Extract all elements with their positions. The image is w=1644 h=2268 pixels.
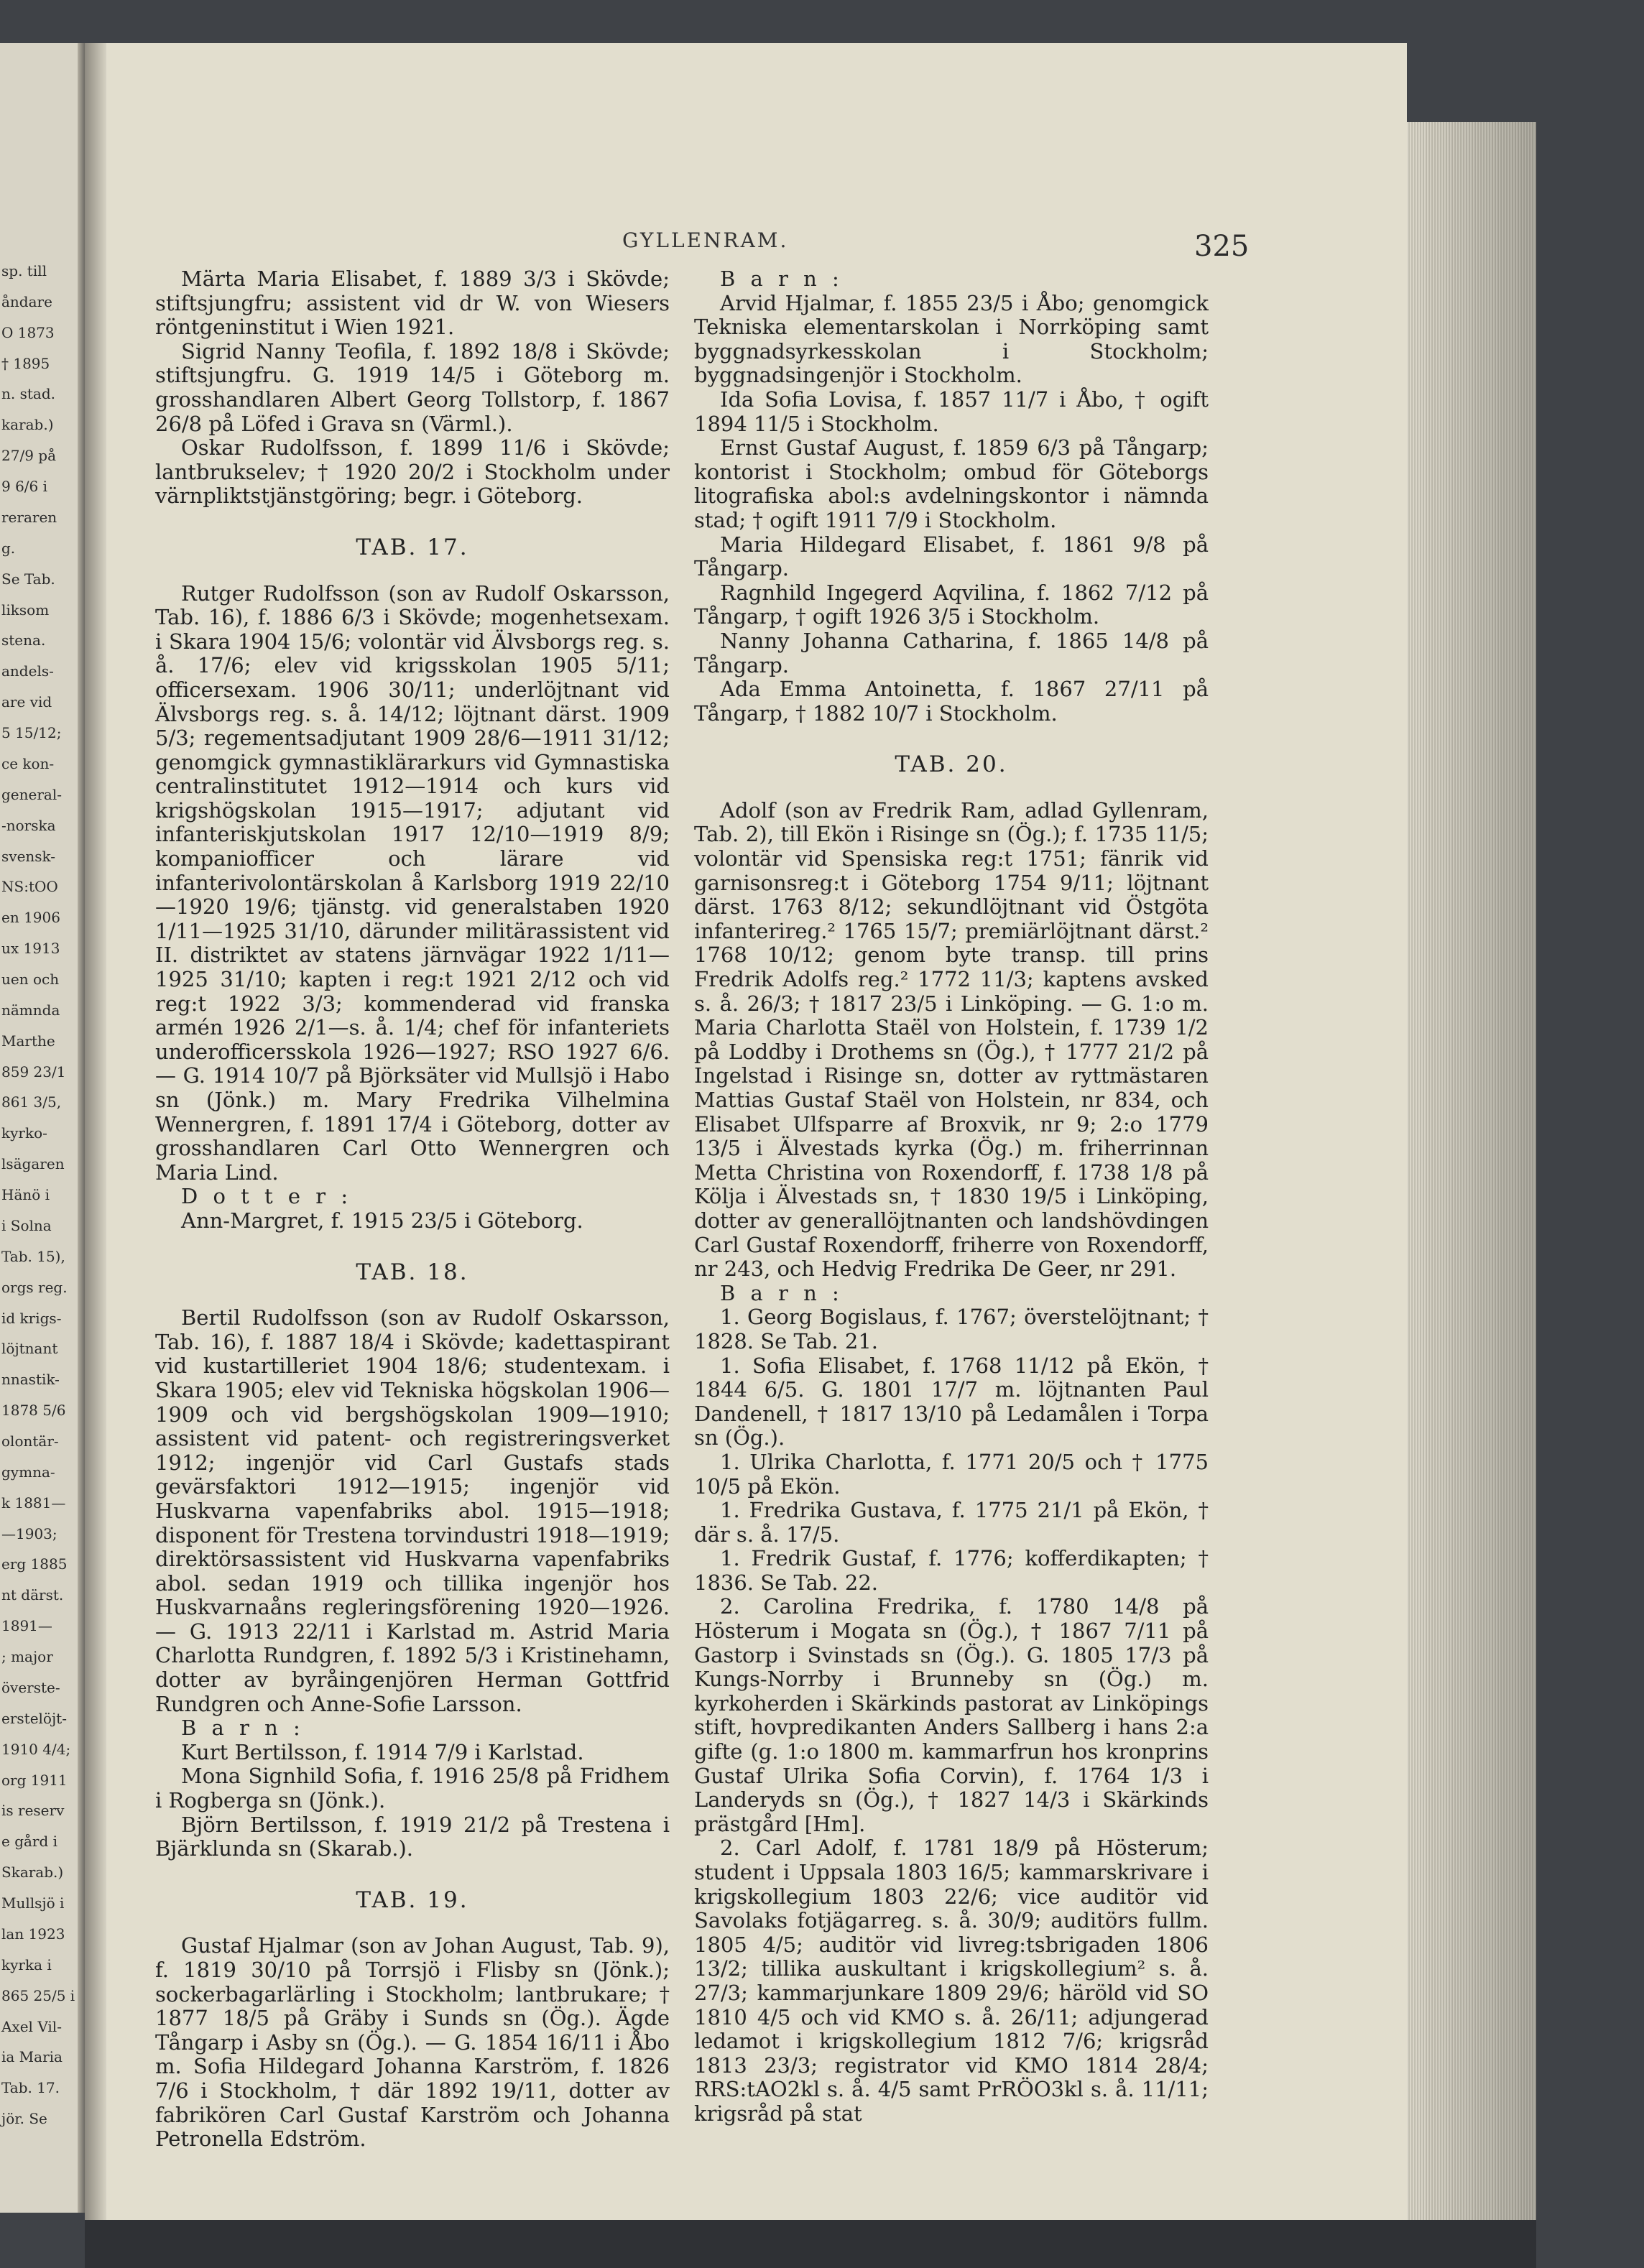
margin-fragment: org 1911 xyxy=(1,1771,68,1789)
entry-paragraph: Nanny Johanna Catharina, f. 1865 14/8 på Tångarp. xyxy=(694,628,1209,677)
margin-fragment: erg 1885 xyxy=(1,1555,68,1573)
margin-fragment: lsägaren xyxy=(1,1155,65,1173)
entry-paragraph: Märta Maria Elisabet, f. 1889 3/3 i Skövde; stiftsjungfru; assistent vid dr W. von Wiesers röntgeninstitut i Wien 1921. xyxy=(155,267,670,340)
margin-fragment: i Solna xyxy=(1,1216,52,1234)
margin-fragment: nämnda xyxy=(1,1001,60,1019)
margin-fragment: Tab. 15), xyxy=(1,1247,65,1265)
table-heading: TAB. 19. xyxy=(356,1887,469,1913)
margin-fragment: k 1881— xyxy=(1,1494,66,1512)
left-page-gutter-shadow xyxy=(78,43,85,2213)
margin-fragment: Axel Vil- xyxy=(1,2017,62,2035)
entry-paragraph: Sigrid Nanny Teofila, f. 1892 18/8 i Skövde; stiftsjungfru. G. 1919 14/5 i Göteborg m. grosshandlaren Albert Georg Tollstorp, f. 1867 26/8 på Löfed i Grava sn (Värml.). xyxy=(155,338,670,436)
entry-paragraph: Kurt Bertilsson, f. 1914 7/9 i Karlstad. xyxy=(181,1739,584,1764)
entry-paragraph: 1. Fredrika Gustava, f. 1775 21/1 på Ekön, † där s. å. 17/5. xyxy=(694,1498,1209,1547)
right-text-column xyxy=(694,267,1209,2126)
margin-fragment: uen och xyxy=(1,970,60,988)
margin-fragment: jör. Se xyxy=(1,2110,47,2128)
section-label: B a r n : xyxy=(720,267,844,291)
left-text-column xyxy=(155,267,670,2152)
margin-fragment: reraren xyxy=(1,508,57,526)
margin-fragment: överste- xyxy=(1,1678,60,1696)
margin-fragment: † 1895 xyxy=(1,354,50,372)
entry-paragraph: 1. Georg Bogislaus, f. 1767; överstelöjtnant; † 1828. Se Tab. 21. xyxy=(694,1305,1209,1353)
margin-fragment: 859 23/1 xyxy=(1,1063,66,1080)
margin-fragment: —1903; xyxy=(1,1524,57,1542)
section-label: D o t t e r : xyxy=(181,1184,353,1209)
entry-paragraph: Ernst Gustaf August, f. 1859 6/3 på Tångarp; kontorist i Stockholm; ombud för Göteborgs litografiska abol:s avdelningskontor i nämnda stad; † ogift 1911 7/9 i Stockholm. xyxy=(694,435,1209,532)
section-label: B a r n : xyxy=(720,1280,844,1305)
margin-fragment: Hänö i xyxy=(1,1186,50,1204)
entry-paragraph: 1. Ulrika Charlotta, f. 1771 20/5 och † 1775 10/5 på Ekön. xyxy=(694,1449,1209,1499)
margin-fragment: gymna- xyxy=(1,1463,55,1481)
book-fore-edge xyxy=(1407,122,1536,2249)
page-spine-shadow xyxy=(85,43,106,2220)
bottom-shadow xyxy=(85,2220,1536,2268)
margin-fragment: 27/9 på xyxy=(1,447,56,465)
entry-paragraph: 2. Carl Adolf, f. 1781 18/9 på Hösterum; student i Uppsala 1803 16/5; kammarskrivare i krigskollegium 1803 22/6; vice auditör vid Savolaks fotjägarreg. s. å. 30/9; auditörs fullm. 1805 4/5; auditör vid livreg:tsbrigaden 1806 13/2; tillika auskultant i krigskollegium² s. å. 27/3; kammarjunkare 1809 29/6; häröld vid SO 1810 4/5 och vid KMO s. å. 26/11; adjungerad ledamot i krigskollegium 1812 7/6; krigsråd 1813 23/3; registrator vid KMO 1814 28/4; RRS:tAO2kl s. å. 4/5 samt PrRÖO3kl s. å. 11/11; krigsråd på stat xyxy=(694,1836,1209,2126)
entry-paragraph: Adolf (son av Fredrik Ram, adlad Gyllenram, Tab. 2), till Ekön i Risinge sn (Ög.); f. 1735 11/5; volontär vid Spensiska reg:t 1751; fänrik vid garnisonsreg:t i Göteborg 1754 9/11; löjtnant därst. 1763 8/12; sekundlöjtnant vid Östgöta infanterireg.² 1765 15/7; premiärlöjtnant därst.² 1768 10/12; genom byte transp. till prins Fredrik Adolfs reg.² 1772 11/3; kaptens avsked s. å. 26/3; † 1817 23/5 i Linköping. — G. 1:o m. Maria Charlotta Staël von Holstein, f. 1739 1/2 på Loddby i Drothems sn (Ög.), † 1777 21/2 på Ingelstad i Risinge sn, dotter av ryttmästaren Mattias Gustaf Staël von Holstein, nr 834, och Elisabet Ulfsparre af Broxvik, nr 9; 2:o 1779 13/5 i Älvestads kyrka (Ög.) m. friherrinnan Metta Christina von Roxendorff, f. 1738 1/8 på Kölja i Älvestads sn, † 1830 19/5 i Linköping, dotter av generallöjtnanten och landshövdingen Carl Gustaf Roxendorff, friherre von Roxendorff, nr 243, och Hedvig Fredrika De Geer, nr 291. xyxy=(694,797,1209,1282)
entry-paragraph: Mona Signhild Sofia, f. 1916 25/8 på Fridhem i Rogberga sn (Jönk.). xyxy=(155,1764,670,1813)
margin-fragment: -norska xyxy=(1,816,56,834)
page-number: 325 xyxy=(1194,230,1250,263)
entry-paragraph: 1. Sofia Elisabet, f. 1768 11/12 på Ekön, † 1844 6/5. G. 1801 17/7 m. löjtnanten Paul Dandenell, † 1817 13/10 på Ledamålen i Torpa sn (Ög.). xyxy=(694,1353,1209,1450)
margin-fragment: olontär- xyxy=(1,1432,59,1450)
margin-fragment: nt därst. xyxy=(1,1586,64,1604)
entry-paragraph: Maria Hildegard Elisabet, f. 1861 9/8 på Tångarp. xyxy=(694,532,1209,581)
section-label: B a r n : xyxy=(181,1716,305,1741)
margin-fragment: ; major xyxy=(1,1648,53,1666)
margin-fragment: ia Maria xyxy=(1,2048,63,2066)
entry-paragraph: Rutger Rudolfsson (son av Rudolf Oskarsson, Tab. 16), f. 1886 6/3 i Skövde; mogenhetsexam. i Skara 1904 15/6; volontär vid Älvsborgs reg. s. å. 17/6; elev vid krigsskolan 1905 5/11; officersexam. 1906 30/11; underlöjtnant vid Älvsborgs reg. s. å. 14/12; löjtnant därst. 1909 5/3; regementsadjutant 1909 28/6—1911 31/12; genomgick gymnastiklärarkurs vid Gymnastiska centralinstitutet 1912—1914 och kurs vid krigshögskolan 1915—1917; adjutant vid infanteriskjutskolan 1917 12/10—1919 8/9; kompaniofficer och lärare vid infanterivolontärskolan å Karlsborg 1919 22/10—1920 19/6; tjänstg. vid generalstaben 1920 1/11—1925 31/10, därunder militärassistent vid II. distriktet av statens järnvägar 1922 1/11—1925 31/10; kapten i reg:t 1921 2/12 och vid reg:t 1922 3/3; kommenderad vid franska armén 1926 2/1—s. å. 1/4; chef för infanteriets underofficersskola 1926—1927; RSO 1927 6/6. — G. 1914 10/7 på Björksäter vid Mullsjö i Habo sn (Jönk.) m. Mary Fredrika Vilhelmina Wennergren, f. 1891 17/4 i Göteborg, dotter av grosshandlaren Carl Otto Wennergren och Maria Lind. xyxy=(155,580,670,1185)
margin-fragment: Skarab.) xyxy=(1,1864,64,1881)
margin-fragment: lan 1923 xyxy=(1,1925,65,1943)
table-heading: TAB. 18. xyxy=(356,1259,469,1285)
entry-paragraph: Ida Sofia Lovisa, f. 1857 11/7 i Åbo, † ogift 1894 11/5 i Stockholm. xyxy=(694,387,1209,436)
margin-fragment: erstelöjt- xyxy=(1,1709,67,1727)
margin-fragment: Mullsjö i xyxy=(1,1894,65,1912)
margin-fragment: general- xyxy=(1,785,62,803)
margin-fragment: g. xyxy=(1,539,16,557)
margin-fragment: sp. till xyxy=(1,262,47,279)
margin-fragment: NS:tOO xyxy=(1,878,58,896)
entry-paragraph: Bertil Rudolfsson (son av Rudolf Oskarsson, Tab. 16), f. 1887 18/4 i Skövde; kadettaspirant vid kustartilleriet 1904 18/6; studentexam. i Skara 1905; elev vid Tekniska högskolan 1906—1909 och vid bergshögskolan 1909—1910; assistent vid patent- och registreringsverket 1912; ingenjör vid Carl Gustafs stads gevärsfaktori 1912—1915; ingenjör vid Huskvarna vapenfabriks abol. 1915—1918; disponent för Trestena torvindustri 1918—1919; direktörsassistent vid Huskvarna vapenfabriks abol. sedan 1919 och tillika ingenjör hos Huskvarnaåns regleringsförening 1920—1926. — G. 1913 22/11 i Karlstad m. Astrid Maria Charlotta Rundgren, f. 1892 5/3 i Kristinehamn, dotter av byråingenjören Herman Gottfrid Rundgren och Anne-Sofie Larsson. xyxy=(155,1305,670,1716)
margin-fragment: ux 1913 xyxy=(1,940,60,958)
margin-fragment: are vid xyxy=(1,693,52,711)
margin-fragment: n. stad. xyxy=(1,385,55,403)
entry-paragraph: Ada Emma Antoinetta, f. 1867 27/11 på Tångarp, † 1882 10/7 i Stockholm. xyxy=(694,677,1209,726)
entry-paragraph: Arvid Hjalmar, f. 1855 23/5 i Åbo; genomgick Tekniska elementarskolan i Norrköping samt byggnadsyrkesskolan i Stockholm; byggnadsingenjör i Stockholm. xyxy=(694,290,1209,388)
margin-fragment: orgs reg. xyxy=(1,1278,68,1296)
margin-fragment: andels- xyxy=(1,662,54,680)
margin-fragment: id krigs- xyxy=(1,1309,62,1327)
entry-paragraph: Ann-Margret, f. 1915 23/5 i Göteborg. xyxy=(181,1208,583,1233)
entry-paragraph: Oskar Rudolfsson, f. 1899 11/6 i Skövde; lantbrukselev; † 1920 20/2 i Stockholm under värnpliktstjänstgöring; begr. i Göteborg. xyxy=(155,435,670,509)
margin-fragment: nnastik- xyxy=(1,1371,60,1389)
entry-paragraph: Ragnhild Ingegerd Aqvilina, f. 1862 7/12 på Tångarp, † ogift 1926 3/5 i Stockholm. xyxy=(694,580,1209,629)
margin-fragment: åndare xyxy=(1,292,52,310)
margin-fragment: 861 3/5, xyxy=(1,1093,62,1111)
margin-fragment: 865 25/5 i xyxy=(1,1986,75,2004)
margin-fragment: stena. xyxy=(1,631,46,649)
margin-fragment: ce kon- xyxy=(1,754,55,772)
margin-fragment: Se Tab. xyxy=(1,570,55,588)
margin-fragment: kyrko- xyxy=(1,1124,47,1142)
margin-fragment: Marthe xyxy=(1,1032,55,1050)
table-heading: TAB. 17. xyxy=(356,534,469,560)
left-page-edge xyxy=(0,43,85,2213)
entry-paragraph: Björn Bertilsson, f. 1919 21/2 på Trestena i Bjärklunda sn (Skarab.). xyxy=(155,1812,670,1861)
margin-fragment: e gård i xyxy=(1,1833,58,1851)
table-heading: TAB. 20. xyxy=(895,751,1008,778)
margin-fragment: karab.) xyxy=(1,416,54,434)
margin-fragment: 1891— xyxy=(1,1617,52,1635)
margin-fragment: 1878 5/6 xyxy=(1,1402,66,1420)
margin-fragment: svensk- xyxy=(1,847,56,865)
margin-fragment: is reserv xyxy=(1,1802,65,1820)
margin-fragment: 5 15/12; xyxy=(1,724,62,742)
margin-fragment: en 1906 xyxy=(1,909,60,927)
margin-fragment: O 1873 xyxy=(1,323,55,341)
entry-paragraph: 2. Carolina Fredrika, f. 1780 14/8 på Hösterum i Mogata sn (Ög.), † 1867 7/11 på Gastorp i Svinstads sn (Ög.). G. 1805 17/3 på Kungs-Norrby i Brunneby sn (Ög.) m. kyrkoherden i Skärkinds pastorat av Linköpings stift, hovpredikanten Anders Sallberg i hans 2:a gifte (g. 1:o 1800 m. kammarfrun hos kronprins Gustaf Ulrika Sofia Corvin), f. 1764 1/3 i Landeryds sn (Ög.), † 1827 14/3 i Skärkinds prästgård [Hm]. xyxy=(694,1594,1209,1836)
margin-fragment: 9 6/6 i xyxy=(1,478,48,496)
margin-fragment: löjtnant xyxy=(1,1340,58,1358)
margin-fragment: 1910 4/4; xyxy=(1,1740,71,1758)
margin-fragment: Tab. 17. xyxy=(1,2079,60,2097)
entry-paragraph: Gustaf Hjalmar (son av Johan August, Tab. 9), f. 1819 30/10 på Torrsjö i Flisby sn (Jönk.); sockerbagarlärling i Stockholm; lantbrukare; † 1877 18/5 på Gräby i Sunds sn (Ög.). Ägde Tångarp i Asby sn (Ög.). — G. 1854 16/11 i Åbo m. Sofia Hildegard Johanna Karström, f. 1826 7/6 i Stockholm, † där 1892 19/11, dotter av fabrikören Carl Gustaf Karström och Johanna Petronella Edström. xyxy=(155,1933,670,2152)
running-header: GYLLENRAM. xyxy=(622,228,789,252)
margin-fragment: liksom xyxy=(1,601,50,619)
margin-fragment: kyrka i xyxy=(1,1955,52,1973)
entry-paragraph: 1. Fredrik Gustaf, f. 1776; kofferdikapten; † 1836. Se Tab. 22. xyxy=(694,1546,1209,1595)
